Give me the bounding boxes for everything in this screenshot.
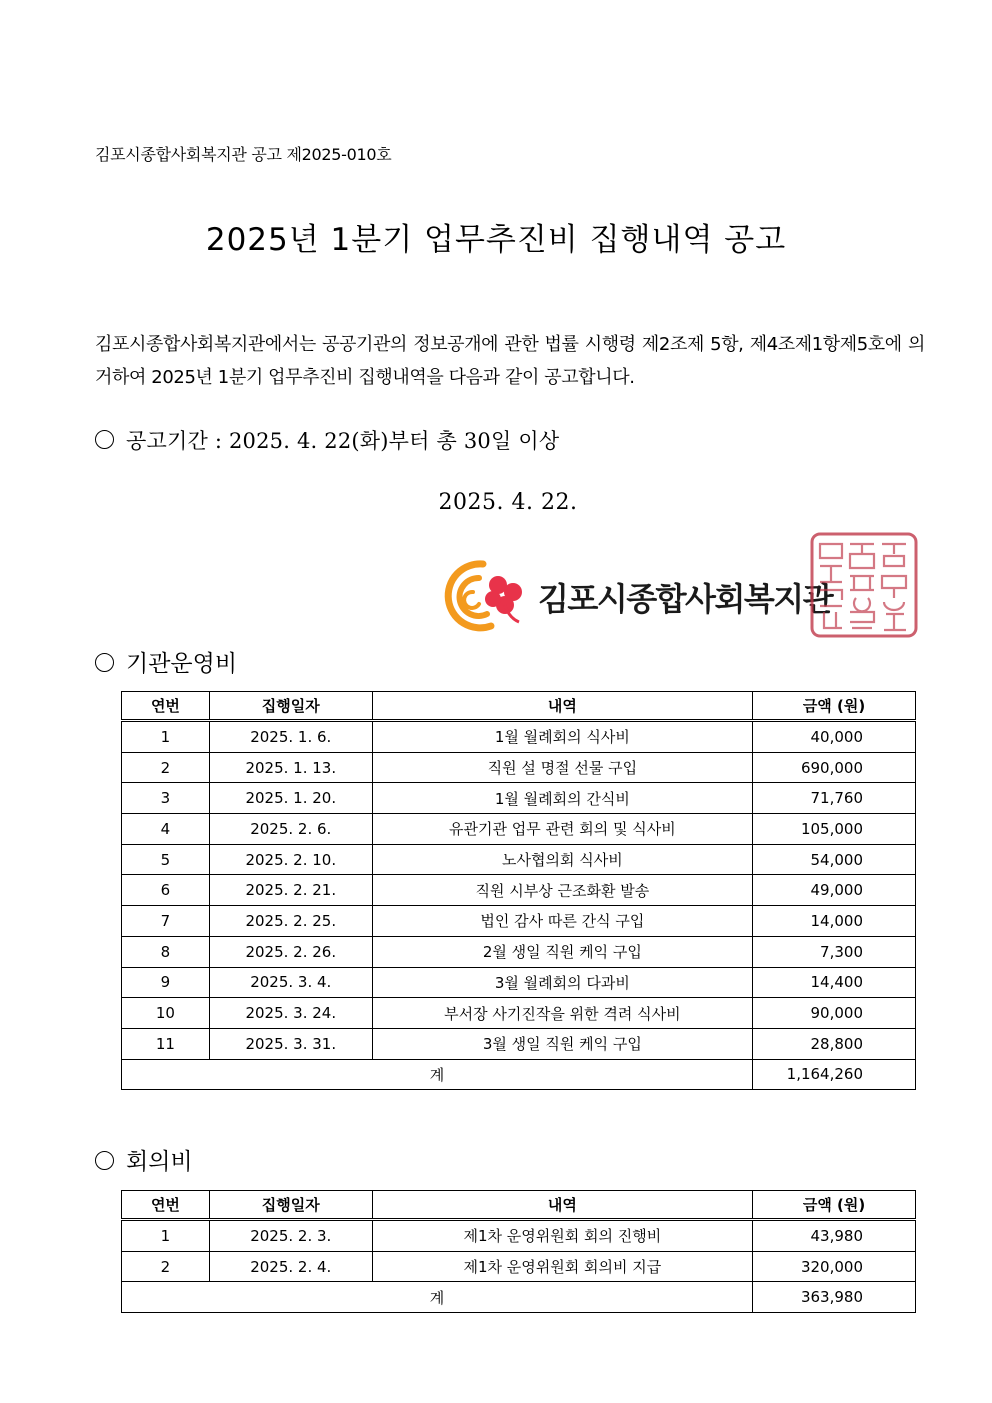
execution-date: 2025. 1. 6. (209, 721, 372, 753)
execution-date: 2025. 2. 10. (209, 844, 372, 875)
execution-date: 2025. 2. 26. (209, 936, 372, 967)
row-number: 11 (122, 1028, 210, 1059)
item-description: 3월 월례회의 다과비 (372, 967, 752, 998)
item-description: 부서장 사기진작을 위한 격려 식사비 (372, 998, 752, 1029)
execution-date: 2025. 2. 25. (209, 906, 372, 937)
row-number: 7 (122, 906, 210, 937)
bullet-circle-icon (95, 653, 114, 672)
amount: 320,000 (753, 1251, 916, 1282)
column-header: 연번 (122, 692, 210, 721)
amount: 105,000 (753, 814, 916, 845)
row-number: 2 (122, 752, 210, 783)
meetings-heading-text: 회의비 (126, 1149, 193, 1175)
amount: 40,000 (753, 721, 916, 753)
row-number: 1 (122, 721, 210, 753)
bullet-circle-icon (95, 1151, 114, 1170)
document-date: 2025. 4. 22. (438, 490, 578, 515)
operations-table (121, 691, 916, 1090)
execution-date: 2025. 3. 4. (209, 967, 372, 998)
org-logo-icon (443, 552, 533, 632)
table-row (122, 1028, 916, 1059)
row-number: 10 (122, 998, 210, 1029)
item-description: 직원 시부상 근조화환 발송 (372, 875, 752, 906)
execution-date: 2025. 3. 24. (209, 998, 372, 1029)
execution-date: 2025. 2. 3. (209, 1220, 372, 1252)
item-description: 유관기관 업무 관련 회의 및 식사비 (372, 814, 752, 845)
org-name: 김포시종합사회복지관 (538, 580, 833, 618)
execution-date: 2025. 3. 31. (209, 1028, 372, 1059)
table-row (122, 814, 916, 845)
item-description: 1월 월례회의 식사비 (372, 721, 752, 753)
column-header: 집행일자 (209, 692, 372, 721)
row-number: 2 (122, 1251, 210, 1282)
amount: 43,980 (753, 1220, 916, 1252)
execution-date: 2025. 1. 20. (209, 783, 372, 814)
notice-period (95, 425, 559, 455)
item-description: 노사협의회 식사비 (372, 844, 752, 875)
table-row (122, 967, 916, 998)
table-row (122, 1220, 916, 1252)
column-header: 연번 (122, 1191, 210, 1220)
total-row (122, 1282, 916, 1313)
row-number: 9 (122, 967, 210, 998)
operations-heading (95, 645, 237, 678)
total-amount: 363,980 (753, 1282, 916, 1313)
amount: 7,300 (753, 936, 916, 967)
item-description: 3월 생일 직원 케익 구입 (372, 1028, 752, 1059)
table-row (122, 1251, 916, 1282)
official-seal-icon (808, 530, 920, 640)
column-header: 내역 (372, 1191, 752, 1220)
item-description: 제1차 운영위원회 회의 진행비 (372, 1220, 752, 1252)
item-description: 법인 감사 따른 간식 구입 (372, 906, 752, 937)
meetings-heading (95, 1143, 193, 1176)
execution-date: 2025. 1. 13. (209, 752, 372, 783)
bullet-circle-icon (95, 430, 114, 449)
row-number: 6 (122, 875, 210, 906)
document-title: 2025년 1분기 업무추진비 집행내역 공고 (205, 222, 787, 258)
amount: 690,000 (753, 752, 916, 783)
row-number: 8 (122, 936, 210, 967)
amount: 14,000 (753, 906, 916, 937)
row-number: 3 (122, 783, 210, 814)
notice-number: 김포시종합사회복지관 공고 제2025-010호 (95, 145, 392, 164)
table-row (122, 783, 916, 814)
column-header: 금액 (원) (753, 692, 916, 721)
item-description: 제1차 운영위원회 회의비 지급 (372, 1251, 752, 1282)
execution-date: 2025. 2. 4. (209, 1251, 372, 1282)
table-row (122, 844, 916, 875)
amount: 49,000 (753, 875, 916, 906)
total-label: 계 (122, 1059, 753, 1090)
column-header: 집행일자 (209, 1191, 372, 1220)
meetings-table (121, 1190, 916, 1313)
total-label: 계 (122, 1282, 753, 1313)
execution-date: 2025. 2. 6. (209, 814, 372, 845)
total-amount: 1,164,260 (753, 1059, 916, 1090)
execution-date: 2025. 2. 21. (209, 875, 372, 906)
row-number: 4 (122, 814, 210, 845)
table-row (122, 721, 916, 753)
operations-table-body (122, 721, 916, 1060)
table-row (122, 752, 916, 783)
amount: 90,000 (753, 998, 916, 1029)
amount: 54,000 (753, 844, 916, 875)
table-row (122, 906, 916, 937)
row-number: 5 (122, 844, 210, 875)
table-header-row (122, 692, 916, 721)
table-row (122, 875, 916, 906)
amount: 14,400 (753, 967, 916, 998)
operations-heading-text: 기관운영비 (126, 651, 238, 677)
item-description: 1월 월례회의 간식비 (372, 783, 752, 814)
amount: 28,800 (753, 1028, 916, 1059)
column-header: 금액 (원) (753, 1191, 916, 1220)
item-description: 2월 생일 직원 케익 구입 (372, 936, 752, 967)
notice-period-text: 공고기간 : 2025. 4. 22(화)부터 총 30일 이상 (126, 429, 560, 453)
meetings-table-body (122, 1220, 916, 1282)
column-header: 내역 (372, 692, 752, 721)
amount: 71,760 (753, 783, 916, 814)
intro-paragraph: 김포시종합사회복지관에서는 공공기관의 정보공개에 관한 법률 시행령 제2조제 5항, 제4조제1항제5호에 의거하여 2025년 1분기 업무추진비 집행내역을 다음과 같이 공고합니다. (95, 334, 925, 388)
table-header-row (122, 1191, 916, 1220)
item-description: 직원 설 명절 선물 구입 (372, 752, 752, 783)
total-row (122, 1059, 916, 1090)
table-row (122, 998, 916, 1029)
table-row (122, 936, 916, 967)
row-number: 1 (122, 1220, 210, 1252)
